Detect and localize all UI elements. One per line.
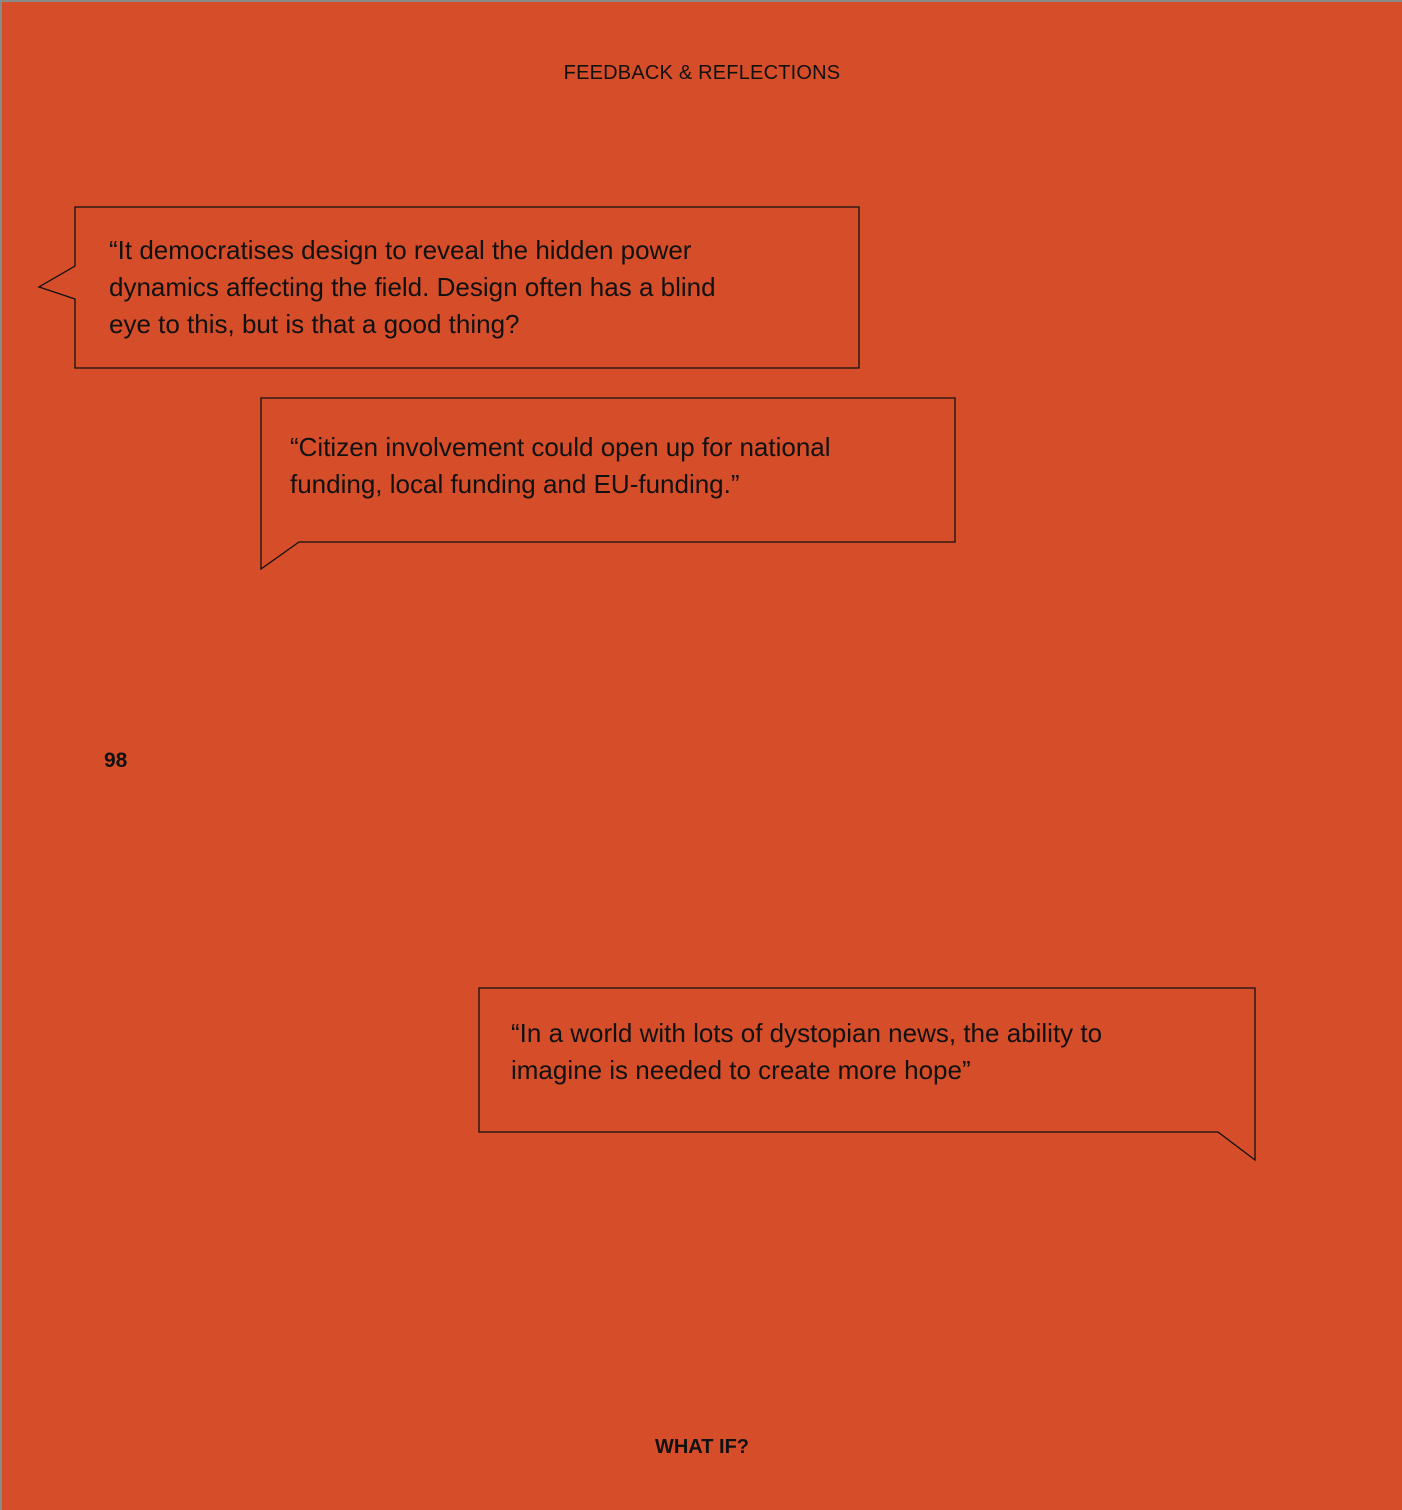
speech-bubbles xyxy=(2,2,1402,1510)
quote-2-text: “Citizen involvement could open up for national funding, local funding and EU-funding.” xyxy=(290,432,831,499)
page-number: 98 xyxy=(104,749,128,772)
quote-1-text: “It democratises design to reveal the hidden power dynamics affecting the field. Design often has a blind eye to this, but is that a good thing? xyxy=(109,235,716,339)
document-page xyxy=(2,2,1402,1510)
book-title: WHAT IF? xyxy=(654,1436,750,1458)
section-title: FEEDBACK & REFLECTIONS xyxy=(563,62,841,84)
quote-3-text: “In a world with lots of dystopian news, the ability to imagine is needed to create more hope” xyxy=(511,1018,1103,1085)
